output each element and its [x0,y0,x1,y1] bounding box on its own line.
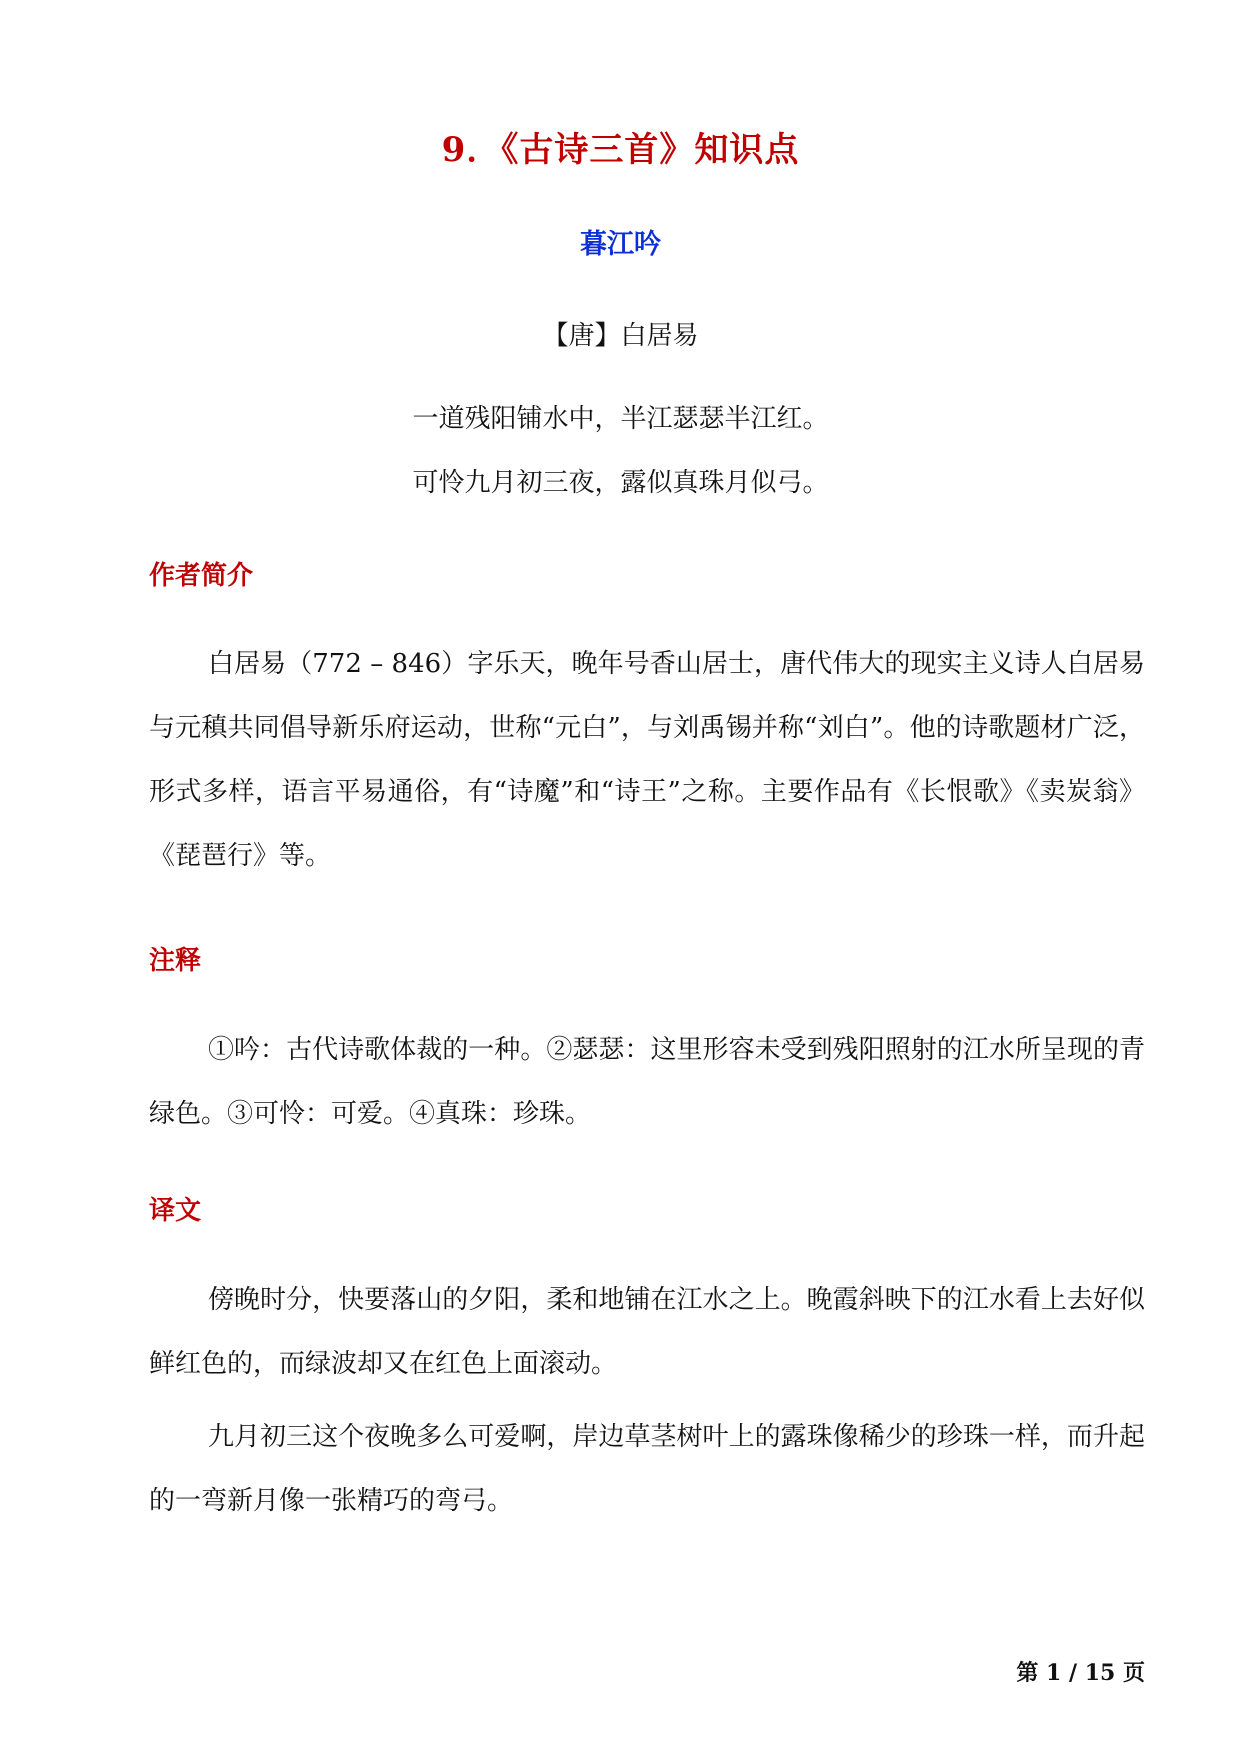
section-heading-translation: 译文 [149,1196,202,1226]
author-intro-paragraph: 白居易（772 – 846）字乐天，晚年号香山居士，唐代伟大的现实主义诗人白居易与元稹共同倡导新乐府运动，世称“元白”，与刘禹锡并称“刘白”。他的诗歌题材广泛，形式多样，语言平易通俗，有“诗魔”和“诗王”之称。主要作品有《长恨歌》《卖炭翁》《琵琶行》等。 [149,649,1145,871]
poem-line: 可怜九月初三夜，露似真珠月似弓。 [412,468,829,498]
translation-paragraph: 傍晚时分，快要落山的夕阳，柔和地铺在江水之上。晚霞斜映下的江水看上去好似鲜红色的，而绿波却又在红色上面滚动。 [149,1285,1145,1379]
poem-author: 【唐】白居易 [542,321,699,351]
poem-line: 一道残阳铺水中，半江瑟瑟半江红。 [412,404,829,434]
section-heading-author-intro: 作者简介 [149,561,254,591]
poem-title: 暮江吟 [580,229,661,260]
section-heading-notes: 注释 [149,946,202,976]
page-number: 第 1 / 15 页 [1016,1660,1145,1686]
notes-paragraph: ①吟：古代诗歌体裁的一种。②瑟瑟：这里形容未受到残阳照射的江水所呈现的青绿色。③可怜：可爱。④真珠：珍珠。 [149,1035,1145,1129]
translation-paragraph: 九月初三这个夜晚多么可爱啊，岸边草茎树叶上的露珠像稀少的珍珠一样，而升起的一弯新月像一张精巧的弯弓。 [149,1422,1145,1516]
document-title: 9．《古诗三首》知识点 [441,130,800,170]
